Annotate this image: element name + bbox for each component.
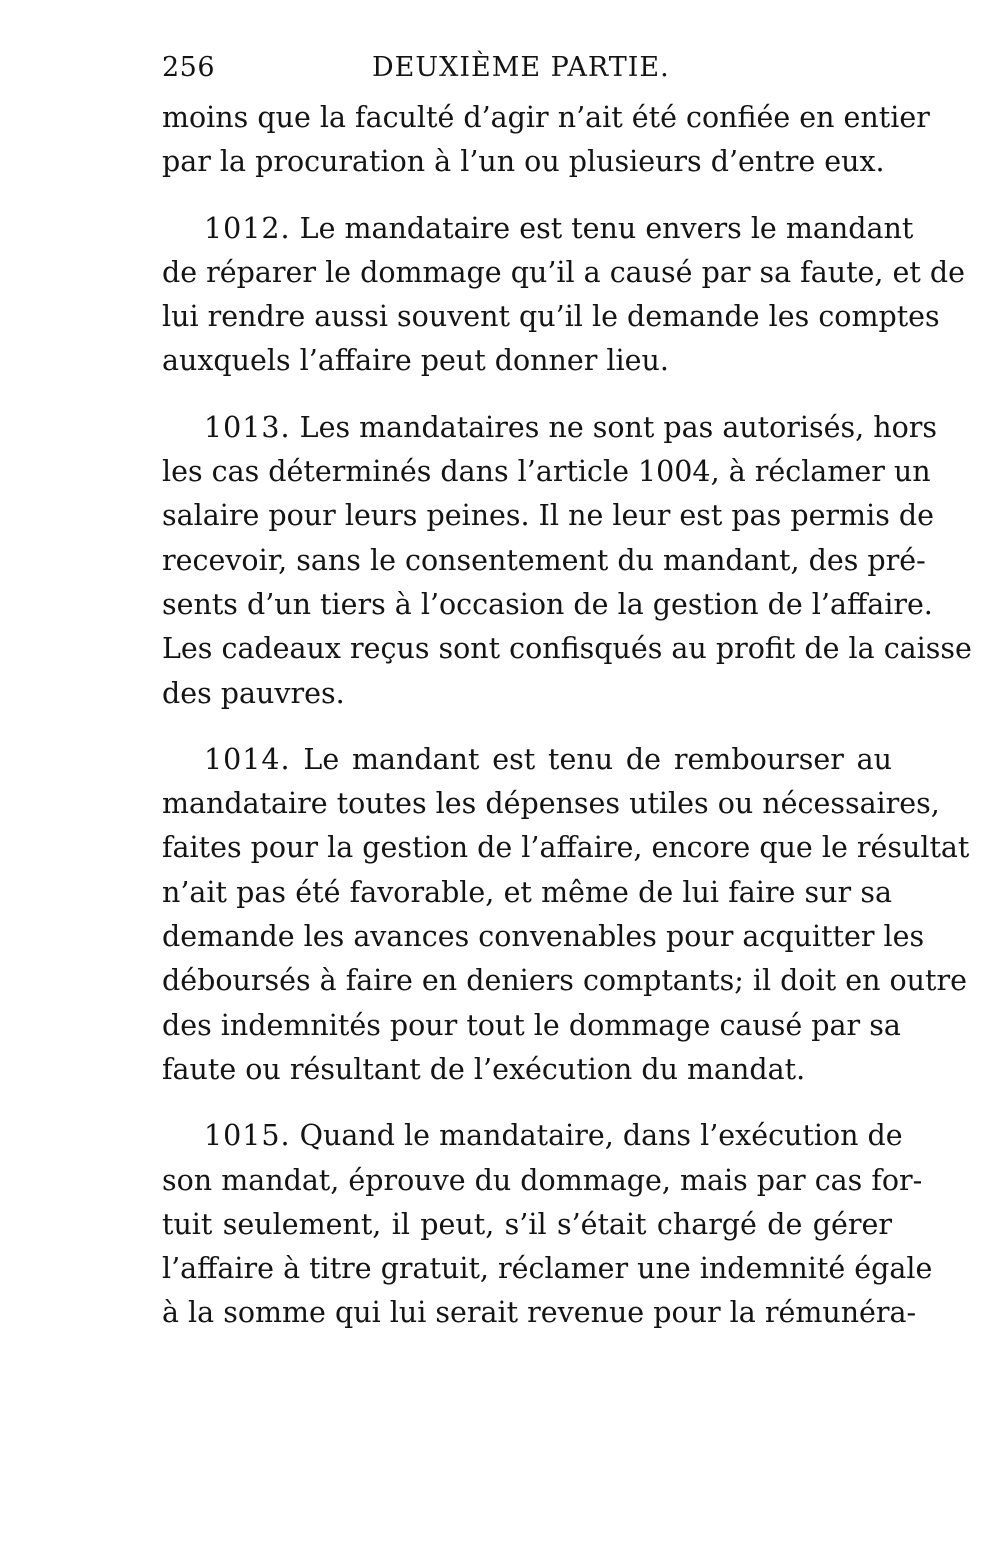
text-line: lui rendre aussi souvent qu’il le demande les comptes (162, 300, 940, 334)
text-line: l’affaire à titre gratuit, réclamer une indemnité égale (162, 1252, 933, 1286)
article-number: 1014. (204, 742, 291, 776)
text-line: faites pour la gestion de l’affaire, encore que le résultat (162, 831, 970, 865)
running-head (162, 52, 892, 96)
article-number: 1015. (204, 1119, 291, 1153)
book-page (162, 52, 972, 1336)
article-number: 1013. (204, 410, 291, 444)
text-line (162, 207, 914, 251)
text-line: faute ou résultant de l’exécution du mandat. (162, 1052, 806, 1086)
article-1014 (162, 738, 970, 1092)
article-1013 (162, 406, 972, 716)
text-line: son mandat, éprouve du dommage, mais par cas for- (162, 1163, 923, 1197)
text-line (162, 406, 938, 450)
text-line: déboursés à faire en deniers comptants; il doit en outre (162, 964, 967, 998)
text-line: recevoir, sans le consentement du mandant, des pré- (162, 543, 926, 577)
text-line: demande les avances convenables pour acquitter les (162, 920, 925, 954)
continuation-paragraph (162, 96, 930, 185)
text-line: Les cadeaux reçus sont confisqués au profit de la caisse (162, 632, 972, 666)
article-text: Les mandataires ne sont pas autorisés, hors (299, 410, 938, 444)
article-1012 (162, 207, 965, 384)
article-number: 1012. (204, 211, 291, 245)
text-line: n’ait pas été favorable, et même de lui faire sur sa (162, 875, 892, 909)
text-line: mandataire toutes les dépenses utiles ou nécessaires, (162, 787, 940, 821)
article-text: Quand le mandataire, dans l’exécution de (299, 1119, 903, 1153)
article-text: Le mandataire est tenu envers le mandant (299, 211, 914, 245)
text-line: de réparer le dommage qu’il a causé par sa faute, et de (162, 255, 965, 289)
article-1015 (162, 1114, 933, 1335)
text-line: par la procuration à l’un ou plusieurs d’entre eux. (162, 145, 885, 179)
article-text: Le mandant est tenu de rembourser au (303, 742, 892, 776)
page-number: 256 (162, 52, 216, 83)
text-line: des pauvres. (162, 676, 345, 710)
text-line (162, 738, 892, 782)
text-line: des indemnités pour tout le dommage causé par sa (162, 1008, 901, 1042)
text-line: moins que la faculté d’agir n’ait été confiée en entier (162, 101, 930, 134)
text-line: salaire pour leurs peines. Il ne leur est pas permis de (162, 499, 934, 533)
text-line: les cas déterminés dans l’article 1004, à réclamer un (162, 455, 931, 489)
text-line: auxquels l’affaire peut donner lieu. (162, 344, 669, 378)
body-text (162, 96, 972, 1336)
text-line (162, 1114, 903, 1158)
text-line: sents d’un tiers à l’occasion de la gestion de l’affaire. (162, 587, 933, 621)
running-title: DEUXIÈME PARTIE. (372, 52, 670, 83)
text-line: tuit seulement, il peut, s’il s’était chargé de gérer (162, 1207, 892, 1241)
text-line: à la somme qui lui serait revenue pour la rémunéra- (162, 1296, 917, 1330)
